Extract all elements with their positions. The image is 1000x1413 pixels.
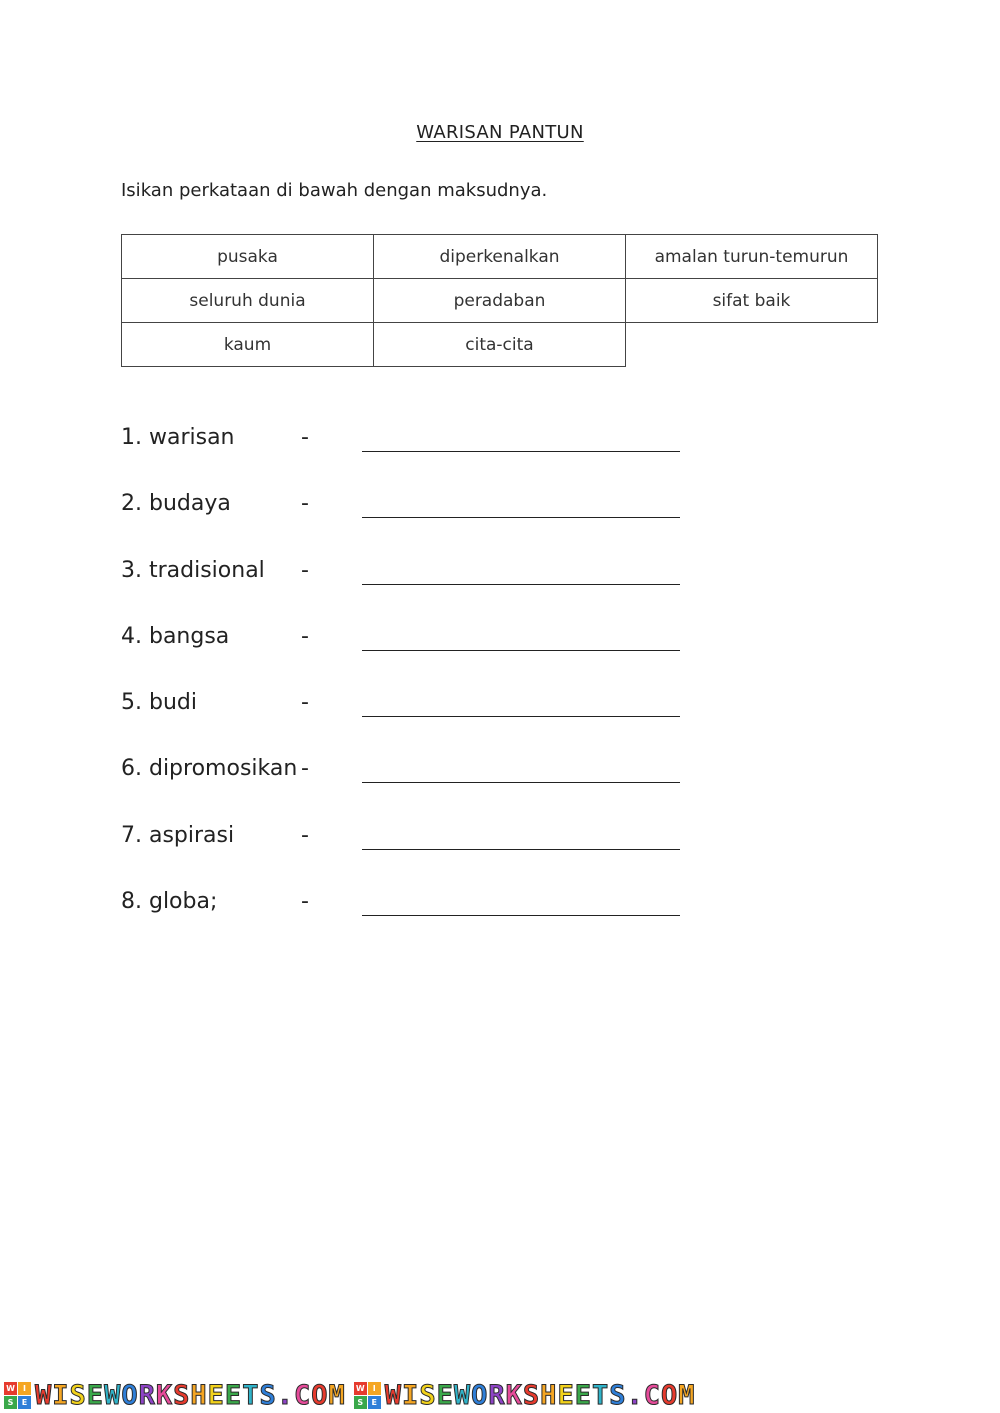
question-item xyxy=(121,491,701,531)
question-dash: - xyxy=(301,425,309,450)
question-term: 6. dipromosikan xyxy=(121,756,298,781)
wise-logo-tile: W xyxy=(354,1382,367,1395)
answer-blank[interactable] xyxy=(362,849,680,850)
worksheet-title-text: WARISAN PANTUN xyxy=(416,122,584,143)
word-bank-cell: seluruh dunia xyxy=(122,279,374,323)
watermark-letter: T xyxy=(242,1380,260,1411)
watermark-letter: W xyxy=(453,1380,472,1411)
watermark-letter: E xyxy=(86,1380,105,1411)
question-item xyxy=(121,756,701,796)
word-bank-cell: kaum xyxy=(122,323,374,367)
question-term: 2. budaya xyxy=(121,491,231,516)
question-dash: - xyxy=(301,889,309,914)
watermark-letter: S xyxy=(69,1380,87,1411)
watermark-letter: R xyxy=(488,1380,506,1411)
watermark-footer xyxy=(0,1378,1000,1413)
wise-logo-tile: S xyxy=(354,1396,367,1409)
watermark-letter: W xyxy=(384,1380,403,1411)
watermark-letter: K xyxy=(155,1380,174,1411)
watermark-letter: O xyxy=(121,1380,139,1411)
watermark-letter: S xyxy=(609,1380,627,1411)
wise-logo-icon xyxy=(354,1382,381,1409)
answer-blank[interactable] xyxy=(362,716,680,717)
worksheet-title xyxy=(0,122,1000,143)
question-item xyxy=(121,624,701,664)
watermark-letter: T xyxy=(591,1380,610,1411)
wise-logo-tile: E xyxy=(368,1396,381,1409)
watermark-letter: O xyxy=(661,1380,679,1411)
watermark-text xyxy=(385,1380,696,1411)
word-bank-empty-cell xyxy=(626,323,878,367)
watermark-letter: E xyxy=(207,1380,225,1411)
watermark-letter: O xyxy=(471,1380,489,1411)
question-dash: - xyxy=(301,558,309,583)
watermark-letter: H xyxy=(540,1380,558,1411)
watermark-letter: R xyxy=(138,1380,156,1411)
question-term: 5. budi xyxy=(121,690,197,715)
watermark-letter: E xyxy=(574,1380,592,1411)
question-dash: - xyxy=(301,756,309,781)
watermark-text xyxy=(35,1380,346,1411)
instruction-text: Isikan perkataan di bawah dengan maksudnya. xyxy=(121,180,548,201)
watermark-letter: C xyxy=(293,1380,312,1411)
watermark-letter: . xyxy=(626,1380,644,1411)
word-bank-cell: diperkenalkan xyxy=(374,235,626,279)
watermark-brand xyxy=(4,1380,346,1411)
question-dash: - xyxy=(301,491,309,516)
question-term: 4. bangsa xyxy=(121,624,230,649)
answer-blank[interactable] xyxy=(362,650,680,651)
answer-blank[interactable] xyxy=(362,915,680,916)
question-term: 3. tradisional xyxy=(121,558,265,583)
watermark-letter: I xyxy=(52,1380,70,1411)
question-term: 1. warisan xyxy=(121,425,235,450)
watermark-letter: H xyxy=(190,1380,208,1411)
question-item xyxy=(121,425,701,465)
watermark-letter: O xyxy=(311,1380,329,1411)
answer-blank[interactable] xyxy=(362,782,680,783)
wise-logo-tile: W xyxy=(4,1382,17,1395)
question-dash: - xyxy=(301,690,309,715)
watermark-letter: S xyxy=(522,1380,541,1411)
watermark-letter: E xyxy=(436,1380,454,1411)
watermark-letter: W xyxy=(104,1380,122,1411)
wise-logo-tile: E xyxy=(18,1396,31,1409)
word-bank-cell: amalan turun-temurun xyxy=(626,235,878,279)
watermark-letter: E xyxy=(224,1380,243,1411)
question-dash: - xyxy=(301,624,309,649)
wise-logo-icon xyxy=(4,1382,31,1409)
word-bank-row xyxy=(122,323,878,367)
watermark-letter: C xyxy=(643,1380,662,1411)
watermark-letter: S xyxy=(419,1380,437,1411)
word-bank-row xyxy=(122,235,878,279)
wise-logo-tile: S xyxy=(4,1396,17,1409)
watermark-letter: E xyxy=(557,1380,575,1411)
watermark-letter: M xyxy=(328,1380,346,1411)
watermark-brand xyxy=(354,1380,696,1411)
watermark-letter: I xyxy=(402,1380,420,1411)
watermark-letter: . xyxy=(276,1380,294,1411)
question-term: 8. globa; xyxy=(121,889,218,914)
word-bank-cell: sifat baik xyxy=(626,279,878,323)
word-bank-row xyxy=(122,279,878,323)
word-bank-cell: cita-cita xyxy=(374,323,626,367)
watermark-letter: W xyxy=(35,1380,53,1411)
answer-blank[interactable] xyxy=(362,517,680,518)
question-term: 7. aspirasi xyxy=(121,823,235,848)
question-item xyxy=(121,558,701,598)
word-bank-cell: peradaban xyxy=(374,279,626,323)
wise-logo-tile: I xyxy=(368,1382,381,1395)
watermark-letter: S xyxy=(173,1380,191,1411)
answer-blank[interactable] xyxy=(362,584,680,585)
watermark-letter: K xyxy=(505,1380,523,1411)
question-item xyxy=(121,823,701,863)
word-bank-table xyxy=(121,234,878,367)
answer-blank[interactable] xyxy=(362,451,680,452)
question-item xyxy=(121,889,701,929)
wise-logo-tile: I xyxy=(18,1382,31,1395)
question-dash: - xyxy=(301,823,309,848)
watermark-letter: M xyxy=(678,1380,696,1411)
word-bank-cell: pusaka xyxy=(122,235,374,279)
question-item xyxy=(121,690,701,730)
watermark-letter: S xyxy=(259,1380,277,1411)
